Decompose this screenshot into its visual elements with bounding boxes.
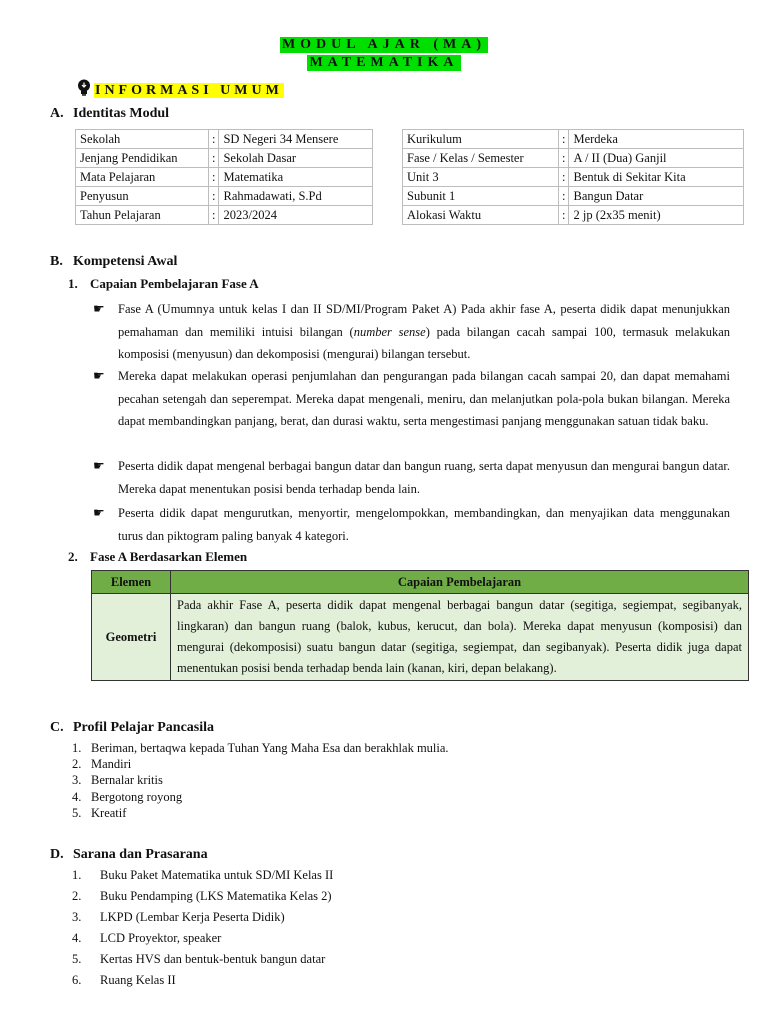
capaian-table bbox=[91, 570, 749, 681]
bullet-paragraph-4: Peserta didik dapat mengurutkan, menyortir, mengelompokkan, membandingkan, dan menyajikan data menggunakan turus dan piktogram paling banyak 4 kategori. bbox=[118, 506, 730, 543]
list-item: 4. Bergotong royong bbox=[72, 789, 183, 804]
pointing-hand-icon: ☛ bbox=[93, 505, 105, 520]
table-row: Subunit 1 : Bangun Datar bbox=[403, 187, 744, 206]
table-row: Alokasi Waktu : 2 jp (2x35 menit) bbox=[403, 206, 744, 225]
list-item: 3. LKPD (Lembar Kerja Peserta Didik) bbox=[72, 910, 285, 924]
section-c-heading: C. Profil Pelajar Pancasila bbox=[50, 720, 215, 735]
subsection-b1-heading: 1. Capaian Pembelajaran Fase A bbox=[68, 276, 259, 291]
title-line-2: MATEMATIKA bbox=[309, 55, 459, 70]
informasi-umum-label: INFORMASI UMUM bbox=[95, 83, 283, 98]
column-header-capaian: Capaian Pembelajaran bbox=[171, 571, 749, 594]
pointing-hand-icon: ☛ bbox=[93, 368, 105, 383]
table-header-row bbox=[92, 571, 749, 594]
list-item: 3. Bernalar kritis bbox=[72, 773, 163, 788]
table-row: Penyusun : Rahmadawati, S.Pd bbox=[76, 187, 373, 206]
capaian-cell: Pada akhir Fase A, peserta didik dapat mengenal berbagai bangun datar (segitiga, segiempat, segibanyak, lingkaran) dan bangun ruang (balok, kubus, kerucut, dan bola). Mereka dapat menyusun (komposisi) dan mengurai (dekomposisi) suatu bangun datar (segitiga, segiempat, dan segibanyak). Peserta didik juga dapat menentukan posisi benda terhadap benda lain (kanan, kiri, depan belakang). bbox=[171, 594, 749, 681]
element-cell: Geometri bbox=[92, 594, 171, 681]
list-item: 5. Kertas HVS dan bentuk-bentuk bangun datar bbox=[72, 952, 326, 966]
table-row bbox=[92, 594, 749, 681]
subsection-b2-heading: 2. Fase A Berdasarkan Elemen bbox=[68, 549, 248, 564]
profil-list bbox=[72, 740, 449, 821]
bulb-icon bbox=[76, 79, 92, 96]
informasi-umum-heading bbox=[76, 79, 284, 99]
table-row: Jenjang Pendidikan : Sekolah Dasar bbox=[76, 149, 373, 168]
list-item: 4. LCD Proyektor, speaker bbox=[72, 931, 222, 945]
list-item: 2. Buku Pendamping (LKS Matematika Kelas 2) bbox=[72, 889, 332, 903]
title-line-1: MODUL AJAR (MA) bbox=[281, 37, 487, 52]
table-row: Fase / Kelas / Semester : A / II (Dua) Ganjil bbox=[403, 149, 744, 168]
list-item: 5. Kreatif bbox=[72, 805, 127, 820]
table-row: Sekolah : SD Negeri 34 Mensere bbox=[76, 130, 373, 149]
section-b-heading: B. Kompetensi Awal bbox=[50, 254, 178, 269]
bullet-paragraph-1: Fase A (Umumnya untuk kelas I dan II SD/MI/Program Paket A) Pada akhir fase A, peserta didik dapat menunjukkan pemahaman dan memiliki intuisi bilangan (number sense) pada bilangan cacah sampai 100, termasuk melakukan komposisi (menyusun) dan dekomposisi (mengurai) bilangan tersebut. bbox=[118, 302, 730, 361]
table-row: Tahun Pelajaran : 2023/2024 bbox=[76, 206, 373, 225]
table-row: Unit 3 : Bentuk di Sekitar Kita bbox=[403, 168, 744, 187]
list-item: 6. Ruang Kelas II bbox=[72, 973, 176, 987]
bullet-paragraph-3: Peserta didik dapat mengenal berbagai bangun datar dan bangun ruang, serta dapat menyusun dan mengurai bangun datar. Mereka dapat menentukan posisi benda terhadap benda lain. bbox=[118, 459, 730, 496]
table-row: Mata Pelajaran : Matematika bbox=[76, 168, 373, 187]
identity-table-right bbox=[402, 129, 744, 225]
identity-table-left bbox=[75, 129, 373, 225]
list-item: 1. Buku Paket Matematika untuk SD/MI Kelas II bbox=[72, 868, 334, 882]
list-item: 2. Mandiri bbox=[72, 757, 132, 772]
section-a-heading: A. Identitas Modul bbox=[50, 106, 170, 121]
pointing-hand-icon: ☛ bbox=[93, 458, 105, 473]
pointing-hand-icon: ☛ bbox=[93, 301, 105, 316]
bullet-paragraph-2: Mereka dapat melakukan operasi penjumlahan dan pengurangan pada bilangan cacah sampai 20, dan dapat memahami pecahan setengah dan seperempat. Mereka dapat mengenali, meniru, dan melanjutkan pola-pola bukan bilangan. Mereka dapat membandingkan panjang, berat, dan durasi waktu, serta mengestimasi panjang menggunakan satuan tidak baku. bbox=[118, 369, 730, 428]
table-row: Kurikulum : Merdeka bbox=[403, 130, 744, 149]
list-item: 1. Beriman, bertaqwa kepada Tuhan Yang Maha Esa dan berakhlak mulia. bbox=[72, 741, 449, 755]
document-title bbox=[0, 35, 768, 71]
column-header-elemen: Elemen bbox=[92, 571, 171, 594]
sarana-list bbox=[72, 865, 333, 991]
section-d-heading: D. Sarana dan Prasarana bbox=[50, 847, 208, 862]
